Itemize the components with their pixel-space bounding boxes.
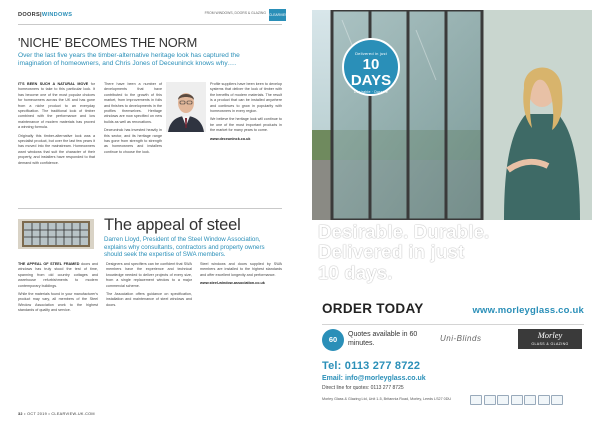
article2-lead: THE APPEAL OF STEEL FRAMED [18, 262, 80, 266]
article2-col2 [106, 262, 192, 308]
paragraph-text: There have been a number of developments that have contributed to the growth of this market, from improvements in foils and finishes to developments in the profiles themselves. Heritage windows are now specified on new builds as well as renovations. [104, 82, 162, 124]
order-divider [322, 324, 584, 325]
folio-site: CLEARVIEW-UK.COM [51, 412, 95, 416]
advert-tagline [318, 222, 590, 283]
morley-logo-sub: GLASS & GLAZING [531, 342, 569, 346]
delivery-badge [342, 38, 400, 96]
article1-col1-p1 [18, 82, 95, 131]
accreditation-icon [511, 395, 523, 405]
badge-bottom-text: Desirable · Durable [354, 90, 388, 94]
steel-window-image [18, 219, 94, 249]
accreditation-icon [524, 395, 536, 405]
morley-glass-logo [518, 329, 582, 349]
email-address[interactable]: Email: info@morleyglass.co.uk [322, 375, 426, 382]
website-link[interactable]: www.morleyglass.co.uk [472, 305, 584, 316]
article1-web-link[interactable]: www.deceuninck.co.uk [210, 136, 251, 141]
accreditation-icon [497, 395, 509, 405]
issue-date: OCT 2019 [27, 412, 48, 416]
article2-web-link[interactable]: www.steel-window-association.co.uk [200, 281, 265, 286]
article1-col3-p1 [210, 82, 282, 114]
advert-photo [312, 10, 592, 220]
paragraph-text: The Association offers guidance on specification, installation and maintenance of steel windows and doors. [106, 292, 192, 307]
badge-top-text: Delivered in just [355, 51, 387, 56]
phone-number[interactable]: Tel: 0113 277 8722 [322, 360, 421, 372]
company-address: Morley Glass & Glazing Ltd, Unit 1-5, Britannia Road, Morley, Leeds LS27 0DU [322, 397, 452, 401]
article1-col3-p2 [210, 117, 282, 133]
direct-quote-line: Direct line for quotes: 0113 277 8725 [322, 385, 404, 391]
section-label-main: DOORS [18, 12, 41, 18]
order-panel [312, 296, 592, 416]
article1-col2 [104, 82, 162, 155]
accreditation-icon [538, 395, 550, 405]
badge-big-text: 10 DAYS [350, 56, 392, 89]
paragraph-text: Steel windows and doors supplied by SWA members are installed to the highest standards and offer excellent longevity and performance. [200, 262, 282, 277]
article2-col1-p1 [18, 262, 98, 289]
author-portrait [166, 82, 206, 132]
article1-col1-p2 [18, 134, 95, 166]
uni-blinds-logo: Uni-Blinds [440, 334, 482, 343]
paragraph-text: for homeowners to take to this particular look. It has become one of the most popular choices for homeowners across the UK and has gone from a niche product to an everyday specification. The traditional look of timber combined with the performance and low maintenance of modern materials has proved a winning formula. [18, 82, 96, 130]
paragraph-text: While the materials found in your manufacturer's product may vary, all members of the Steel Window Association work to the highest standards of quality and service. [18, 292, 98, 313]
paragraph-text: Originally this timber-alternative look was a specialist product, but over the last few years it has moved into the mainstream. Homeowners want windows that suit the character of their property, and installers have responded to that demand with confidence. [18, 133, 95, 165]
article2-col3-p1 [200, 262, 282, 278]
article2-col1-p2 [18, 292, 98, 314]
article2-image [18, 219, 94, 249]
paragraph-text: Designers and specifiers can be confident that SWA members have the experience and technical knowledge needed to deliver projects of every size, from a single replacement window to a major commercial scheme. [106, 262, 192, 288]
order-title: ORDER TODAY [322, 301, 424, 316]
accreditation-icon [551, 395, 563, 405]
section-label-accent: WINDOWS [41, 12, 73, 18]
article1-standfirst: Over the last five years the timber-alternative heritage look has captured the imagination of homeowners, and Chris Jones of Deceuninck knows why…. [18, 52, 240, 68]
article1-col2-p1 [104, 82, 162, 125]
article2-headline: The appeal of steel [104, 216, 241, 234]
morley-logo-main: Morley [537, 330, 563, 340]
top-rule [18, 24, 282, 25]
header-meta: FROM WINDOWS, DOORS & GLAZING [204, 11, 266, 15]
article2-col2-p1 [106, 262, 192, 289]
article2-col1 [18, 262, 98, 314]
quote-text: Quotes available in 60 minutes. [348, 331, 418, 347]
bifold-door-photo [312, 10, 592, 220]
accreditation-logos [470, 392, 586, 404]
header-badge [269, 9, 289, 21]
article2-col3 [200, 262, 282, 287]
article2-standfirst: Darren Lloyd, President of the Steel Window Association, explains why consultants, contractors and property owners should seek the expertise of SWA members. [104, 236, 265, 259]
article1-col1 [18, 82, 95, 166]
quote-time-badge: 60 [322, 329, 344, 351]
accreditation-icon [470, 395, 482, 405]
portrait-image [166, 82, 206, 132]
paragraph-text: Profile suppliers have been keen to develop systems that deliver the look of timber with the benefits of modern materials. The result is a product that can be installed anywhere and continues to grow in popularity with homeowners in every region. [210, 82, 282, 114]
article1-col2-p2 [104, 128, 162, 155]
article1-lead: IT'S BEEN SUCH A NATURAL MOVE [18, 82, 89, 86]
tagline-line-2: Delivered in just [318, 241, 465, 263]
section-label: DOORS|WINDOWS [18, 12, 73, 18]
paragraph-text: doors and windows has truly stood the test of time, spanning from old country cottages and warehouse refurbishments to modern contemporary buildings. [18, 262, 99, 288]
folio: 32 • OCT 2019 • CLEARVIEW-UK.COM [18, 412, 95, 416]
accreditation-icon [484, 395, 496, 405]
article2-col2-p2 [106, 292, 192, 308]
paragraph-text: Deceuninck has invested heavily in this sector, and its heritage range has gone from strength to strength as homeowners and installers continue to choose the look. [104, 128, 162, 154]
page-number: 32 [18, 412, 23, 416]
tagline-line-3: 10 days. [318, 261, 393, 283]
header-badge-label: CLEARVIEW [269, 13, 289, 17]
tagline-line-1: Desirable. Durable. [318, 221, 490, 242]
right-page-advert [300, 0, 600, 424]
paragraph-text: We believe the heritage look will continue to be one of the most important products in the market for many years to come. [210, 117, 282, 133]
article1-col3 [210, 82, 282, 142]
article1-headline: 'NICHE' BECOMES THE NORM [18, 35, 198, 50]
article-divider [18, 208, 282, 209]
